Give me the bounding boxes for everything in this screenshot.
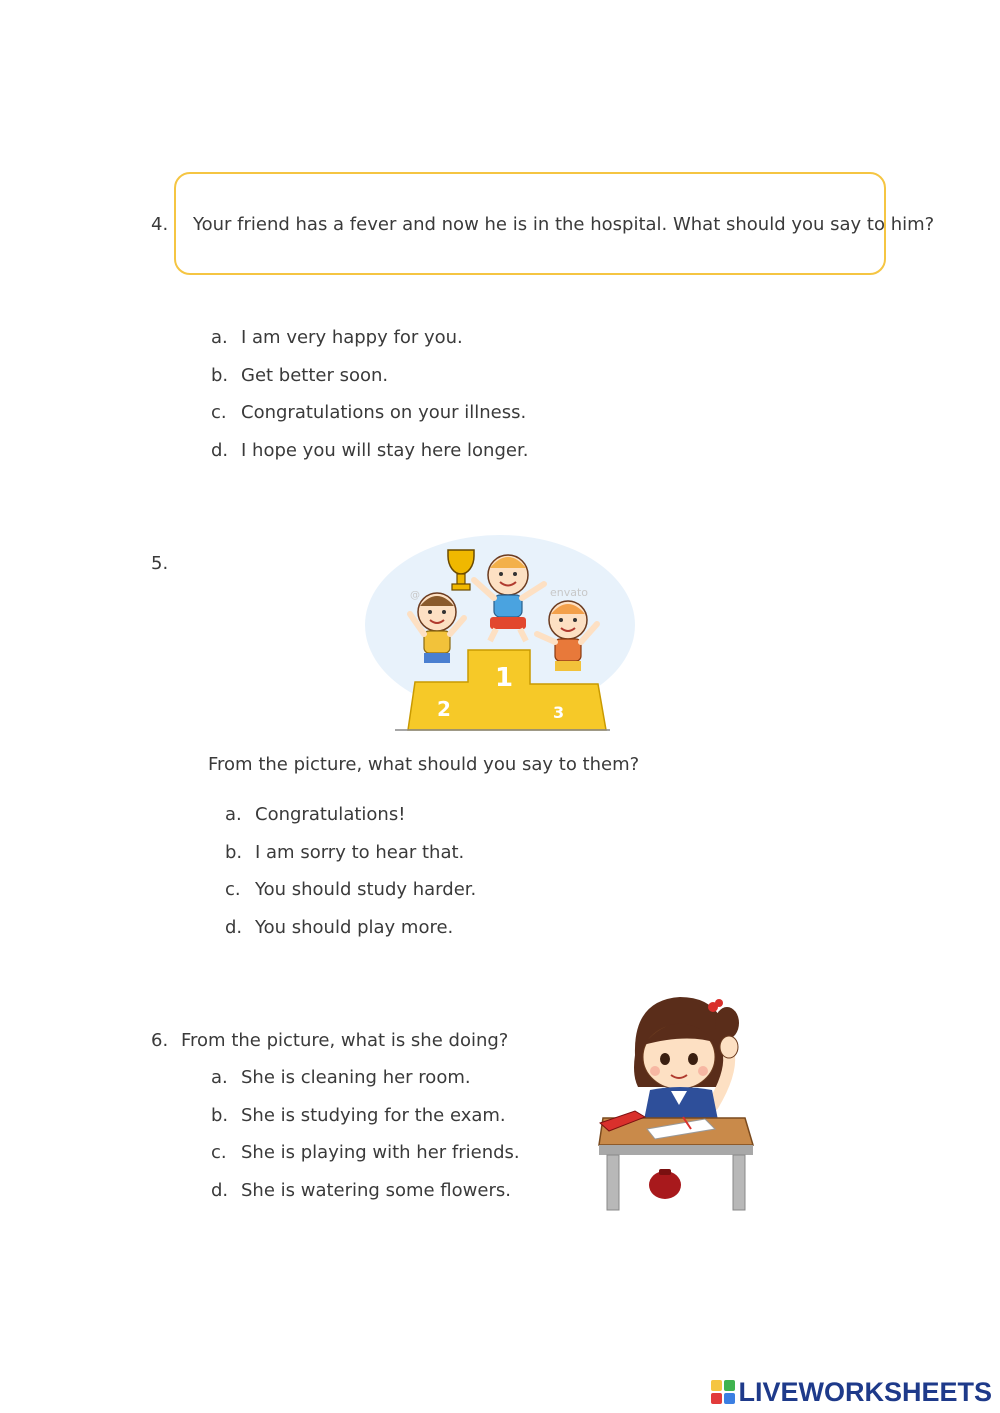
question-4-option-d[interactable]: [211, 439, 528, 463]
question-5-option-b[interactable]: [225, 841, 464, 865]
option-letter: d.: [211, 440, 229, 461]
question-5-prompt: From the picture, what should you say to them?: [208, 754, 640, 775]
question-5-option-d[interactable]: [225, 916, 453, 940]
option-letter: c.: [225, 879, 241, 900]
liveworksheets-logo[interactable]: [710, 1377, 992, 1407]
question-4-prompt: Your friend has a fever and now he is in the hospital. What should you say to him?: [193, 214, 935, 235]
question-4-number: 4.: [151, 214, 169, 235]
option-text: Congratulations!: [255, 804, 406, 825]
liveworksheets-logo-icon: [710, 1379, 736, 1405]
option-text: I am very happy for you.: [241, 327, 463, 348]
question-4-option-a[interactable]: [211, 326, 463, 350]
option-letter: b.: [225, 842, 243, 863]
option-letter: a.: [211, 1067, 228, 1088]
option-text: Get better soon.: [241, 365, 389, 386]
liveworksheets-logo-text: LIVEWORKSHEETS: [738, 1376, 992, 1407]
podium-label-2: 2: [437, 697, 451, 721]
question-6-number: 6.: [151, 1030, 169, 1051]
option-text: She is playing with her friends.: [241, 1142, 520, 1163]
option-text: She is studying for the exam.: [241, 1105, 506, 1126]
option-letter: c.: [211, 402, 227, 423]
option-text: Congratulations on your illness.: [241, 402, 527, 423]
question-4-option-c[interactable]: [211, 401, 526, 425]
option-letter: a.: [225, 804, 242, 825]
girl-studying-illustration: [595, 995, 760, 1215]
podium-label-3: 3: [553, 703, 565, 722]
question-6-prompt: From the picture, what is she doing?: [181, 1030, 509, 1051]
question-5-number: 5.: [151, 553, 169, 574]
option-letter: d.: [225, 917, 243, 938]
podium-label-1: 1: [495, 663, 514, 693]
option-letter: b.: [211, 1105, 229, 1126]
option-letter: a.: [211, 327, 228, 348]
option-letter: b.: [211, 365, 229, 386]
question-6-option-a[interactable]: [211, 1066, 471, 1090]
option-letter: d.: [211, 1180, 229, 1201]
question-6-option-c[interactable]: [211, 1141, 520, 1165]
option-text: I hope you will stay here longer.: [241, 440, 529, 461]
option-text: You should study harder.: [255, 879, 477, 900]
option-text: You should play more.: [255, 917, 454, 938]
question-4-option-b[interactable]: [211, 364, 388, 388]
question-6-option-b[interactable]: [211, 1104, 506, 1128]
watermark-left: @: [410, 590, 420, 601]
question-5-option-a[interactable]: [225, 803, 405, 827]
option-letter: c.: [211, 1142, 227, 1163]
question-5-option-c[interactable]: [225, 878, 476, 902]
watermark-text: envato: [550, 586, 589, 599]
question-6-option-d[interactable]: [211, 1179, 511, 1203]
option-text: I am sorry to hear that.: [255, 842, 465, 863]
option-text: She is cleaning her room.: [241, 1067, 471, 1088]
option-text: She is watering some flowers.: [241, 1180, 511, 1201]
winners-podium-illustration: [360, 520, 640, 735]
trophy-icon: [448, 550, 474, 590]
